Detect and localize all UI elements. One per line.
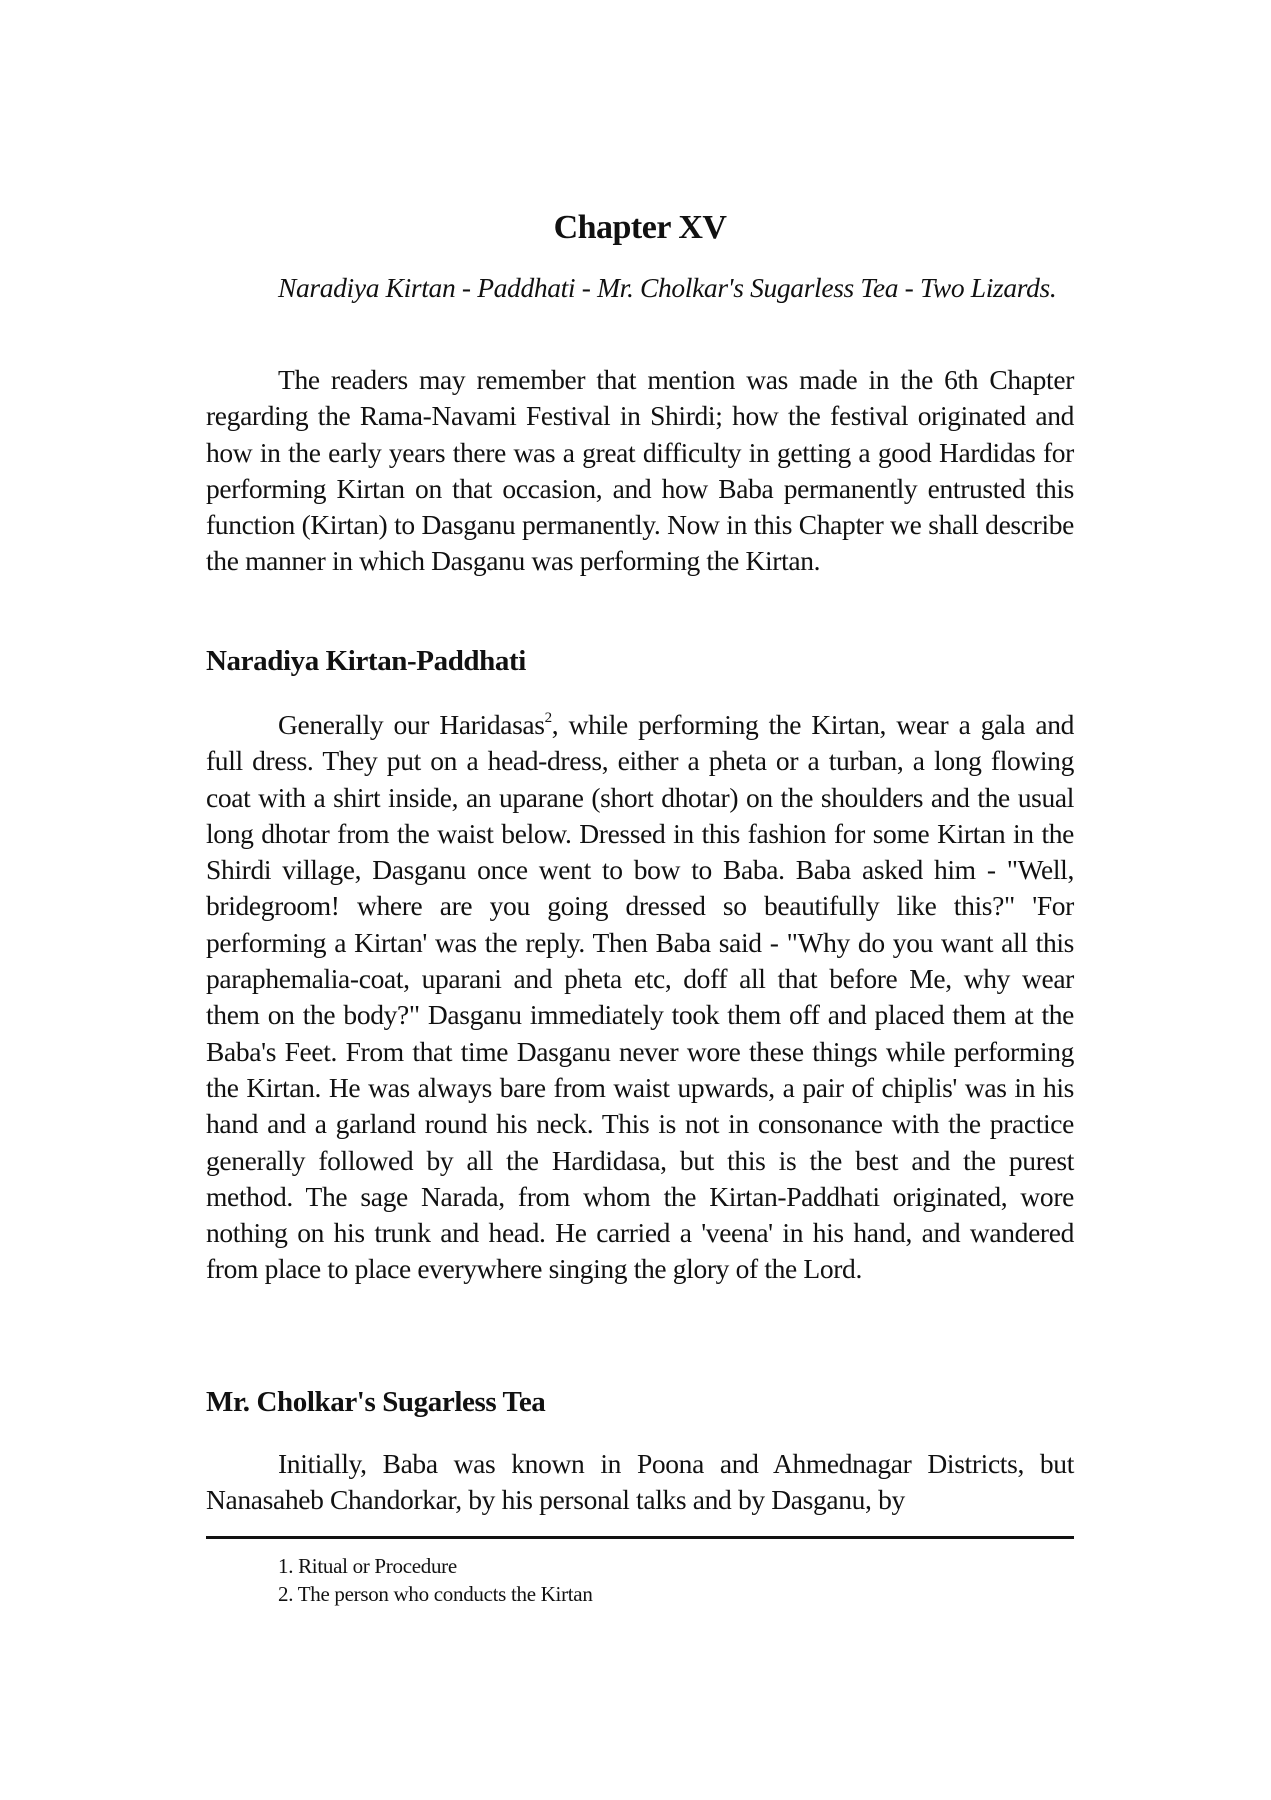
naradiya-kirtan-section [206, 707, 1074, 1288]
footnote-2: 2. The person who conducts the Kirtan [278, 1582, 593, 1606]
intro-section [206, 362, 1074, 580]
section-heading-naradiya-kirtan: Naradiya Kirtan-Paddhati [206, 645, 526, 677]
chapter-subtitle-text: Naradiya Kirtan - Paddhati - Mr. Cholkar's Sugarless Tea - Two Lizards. [278, 272, 1057, 303]
chapter-subtitle [206, 270, 1074, 306]
footnotes [278, 1552, 593, 1608]
chapter-title: Chapter XV [553, 209, 727, 246]
section-heading-sugarless-tea: Mr. Cholkar's Sugarless Tea [206, 1386, 546, 1418]
footnote-divider [206, 1536, 1074, 1539]
footnote-1: 1. Ritual or Procedure [278, 1554, 457, 1578]
footnote-reference[interactable]: 2 [544, 710, 552, 726]
naradiya-kirtan-paragraph [206, 707, 1074, 1288]
paragraph-start: Generally our Haridasas [278, 709, 545, 740]
intro-paragraph: The readers may remember that mention was made in the 6th Chapter regarding the Rama-Navami Festival in Shirdi; how the festival originated and how in the early years there was a great difficulty in getting a good Hardidas for performing Kirtan on that occasion, and how Baba permanently entrusted this function (Kirtan) to Dasganu permanently. Now in this Chapter we shall describe the manner in which Dasganu was performing the Kirtan. [206, 364, 1074, 577]
paragraph-rest: , while performing the Kirtan, wear a gala and full dress. They put on a head-dress, either a pheta or a turban, a long flowing coat with a shirt inside, an uparane (short dhotar) on the shoulders and the usual long dhotar from the waist below. Dressed in this fashion for some Kirtan in the Shirdi village, Dasganu once went to bow to Baba. Baba asked him - "Well, bridegroom! where are you going dressed so beautifully like this?" 'For performing a Kirtan' was the reply. Then Baba said - "Why do you want all this paraphemalia-coat, uparani and pheta etc, doff all that before Me, why wear them on the body?" Dasganu immediately took them off and placed them at the Baba's Feet. From that time Dasganu never wore these things while performing the Kirtan. He was always bare from waist upwards, a pair of chiplis' was in his hand and a garland round his neck. This is not in consonance with the practice generally followed by all the Hardidasa, but this is the best and the purest method. The sage Narada, from whom the Kirtan-Paddhati originated, wore nothing on his trunk and head. He carried a 'veena' in his hand, and wandered from place to place everywhere singing the glory of the Lord. [206, 709, 1074, 1285]
sugarless-tea-section [206, 1446, 1074, 1519]
sugarless-tea-paragraph: Initially, Baba was known in Poona and Ahmednagar Districts, but Nanasaheb Chandorkar, by his personal talks and by Dasganu, by [206, 1448, 1074, 1516]
